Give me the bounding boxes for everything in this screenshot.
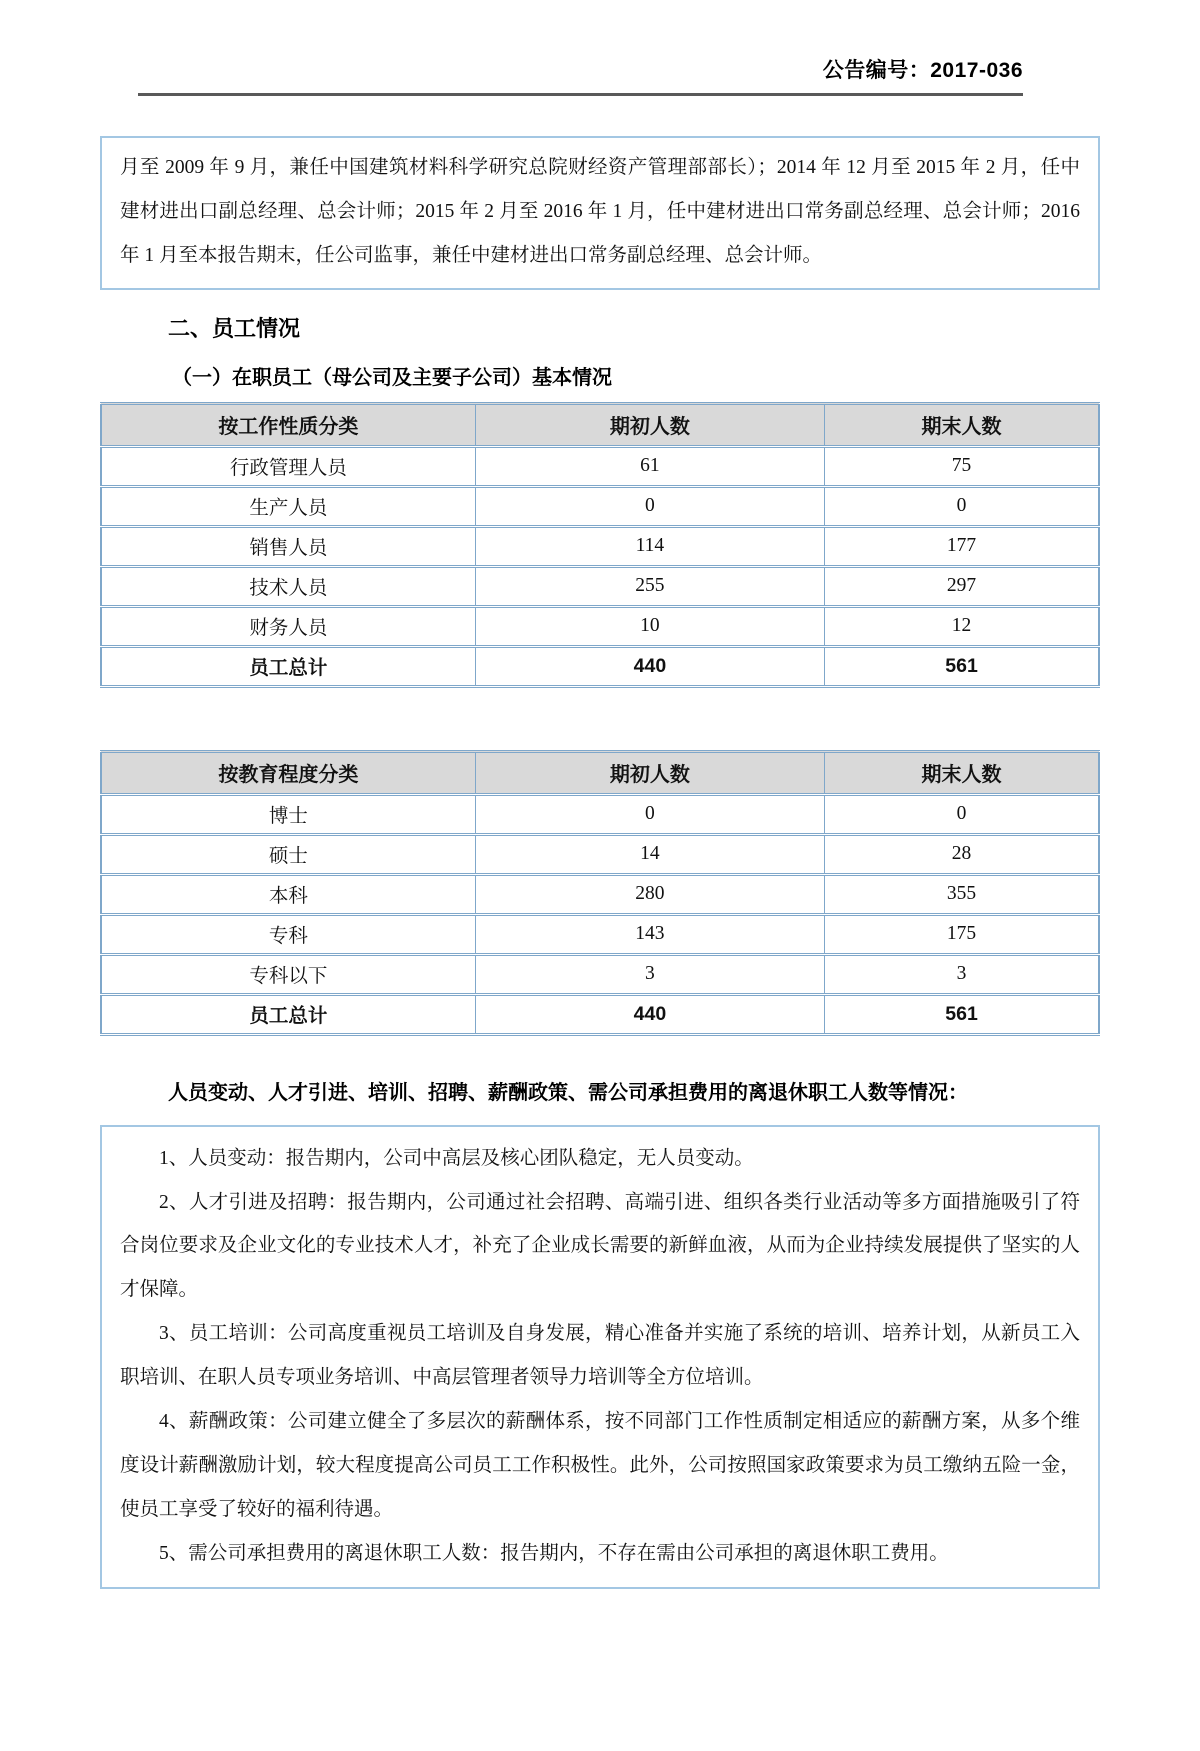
- note-paragraph-4: 4、薪酬政策：公司建立健全了多层次的薪酬体系，按不同部门工作性质制定相适应的薪酬方案，从多个维度设计薪酬激励计划，较大程度提高公司员工工作积极性。此外，公司按照国家政策要求为员工缴纳五险一金，使员工享受了较好的福利待遇。: [120, 1410, 1080, 1520]
- table-row: [101, 874, 1099, 914]
- cell-begin-count: 143: [475, 914, 824, 954]
- row-label: 博士: [101, 794, 475, 834]
- table-header-row: [101, 403, 1099, 446]
- column-header-category: 按工作性质分类: [101, 403, 475, 446]
- table-total-row: [101, 646, 1099, 686]
- cell-begin-count: 0: [475, 486, 824, 526]
- cell-begin-count: 61: [475, 446, 824, 486]
- total-end-count: 561: [825, 646, 1099, 686]
- cell-begin-count: 255: [475, 566, 824, 606]
- table-row: [101, 526, 1099, 566]
- cell-end-count: 175: [825, 914, 1099, 954]
- announcement-number: 公告编号：2017-036: [822, 59, 1023, 82]
- page-content: [100, 136, 1100, 1589]
- column-header-category: 按教育程度分类: [101, 751, 475, 794]
- cell-end-count: 28: [825, 834, 1099, 874]
- row-label: 技术人员: [101, 566, 475, 606]
- section-subheading-active-employees: （一）在职员工（母公司及主要子公司）基本情况: [172, 366, 612, 389]
- cell-begin-count: 14: [475, 834, 824, 874]
- cell-begin-count: 3: [475, 954, 824, 994]
- personnel-notes-block: [100, 1125, 1100, 1590]
- table-total-row: [101, 994, 1099, 1034]
- personnel-notes-heading: 人员变动、人才引进、培训、招聘、薪酬政策、需公司承担费用的离退休职工人数等情况：: [168, 1081, 968, 1104]
- table-row: [101, 566, 1099, 606]
- table-row: [101, 606, 1099, 646]
- note-paragraph-1: 1、人员变动：报告期内，公司中高层及核心团队稳定，无人员变动。: [159, 1147, 754, 1169]
- row-label: 生产人员: [101, 486, 475, 526]
- employees-by-job-type-table: [100, 402, 1100, 688]
- total-end-count: 561: [825, 994, 1099, 1034]
- cell-end-count: 75: [825, 446, 1099, 486]
- row-label: 行政管理人员: [101, 446, 475, 486]
- table-row: [101, 914, 1099, 954]
- table-gap: [100, 688, 1100, 750]
- row-label: 销售人员: [101, 526, 475, 566]
- cell-end-count: 177: [825, 526, 1099, 566]
- cell-begin-count: 280: [475, 874, 824, 914]
- column-header-end-count: 期末人数: [825, 403, 1099, 446]
- total-label: 员工总计: [101, 646, 475, 686]
- cell-begin-count: 0: [475, 794, 824, 834]
- row-label: 本科: [101, 874, 475, 914]
- table-row: [101, 954, 1099, 994]
- column-header-begin-count: 期初人数: [475, 751, 824, 794]
- cell-end-count: 297: [825, 566, 1099, 606]
- cell-end-count: 0: [825, 794, 1099, 834]
- row-label: 硕士: [101, 834, 475, 874]
- table-row: [101, 486, 1099, 526]
- section-heading-employees: 二、员工情况: [168, 315, 301, 341]
- cell-end-count: 12: [825, 606, 1099, 646]
- table-header-row: [101, 751, 1099, 794]
- total-label: 员工总计: [101, 994, 475, 1034]
- table-row: [101, 794, 1099, 834]
- table-row: [101, 834, 1099, 874]
- row-label: 专科: [101, 914, 475, 954]
- biography-text-block: [100, 136, 1100, 290]
- note-paragraph-5: 5、需公司承担费用的离退休职工人数：报告期内，不存在需由公司承担的离退休职工费用。: [159, 1542, 949, 1564]
- cell-end-count: 3: [825, 954, 1099, 994]
- cell-begin-count: 114: [475, 526, 824, 566]
- cell-begin-count: 10: [475, 606, 824, 646]
- cell-end-count: 0: [825, 486, 1099, 526]
- cell-end-count: 355: [825, 874, 1099, 914]
- note-paragraph-3: 3、员工培训：公司高度重视员工培训及自身发展，精心准备并实施了系统的培训、培养计划，从新员工入职培训、在职人员专项业务培训、中高层管理者领导力培训等全方位培训。: [120, 1323, 1080, 1388]
- note-paragraph-2: 2、人才引进及招聘：报告期内，公司通过社会招聘、高端引进、组织各类行业活动等多方面措施吸引了符合岗位要求及企业文化的专业技术人才，补充了企业成长需要的新鲜血液，从而为企业持续发展提供了坚实的人才保障。: [120, 1191, 1080, 1301]
- employees-by-education-table: [100, 750, 1100, 1036]
- column-header-begin-count: 期初人数: [475, 403, 824, 446]
- header-rule: [138, 93, 1023, 96]
- row-label: 专科以下: [101, 954, 475, 994]
- column-header-end-count: 期末人数: [825, 751, 1099, 794]
- biography-text: 月至 2009 年 9 月，兼任中国建筑材料科学研究总院财经资产管理部部长）；2014 年 12 月至 2015 年 2 月，任中建材进出口副总经理、总会计师；2015 年 2 月至 2016 年 1 月，任中建材进出口常务副总经理、总会计师；2016 年 1 月至本报告期末，任公司监事，兼任中建材进出口常务副总经理、总会计师。: [120, 157, 1080, 266]
- total-begin-count: 440: [475, 994, 824, 1034]
- total-begin-count: 440: [475, 646, 824, 686]
- row-label: 财务人员: [101, 606, 475, 646]
- table-row: [101, 446, 1099, 486]
